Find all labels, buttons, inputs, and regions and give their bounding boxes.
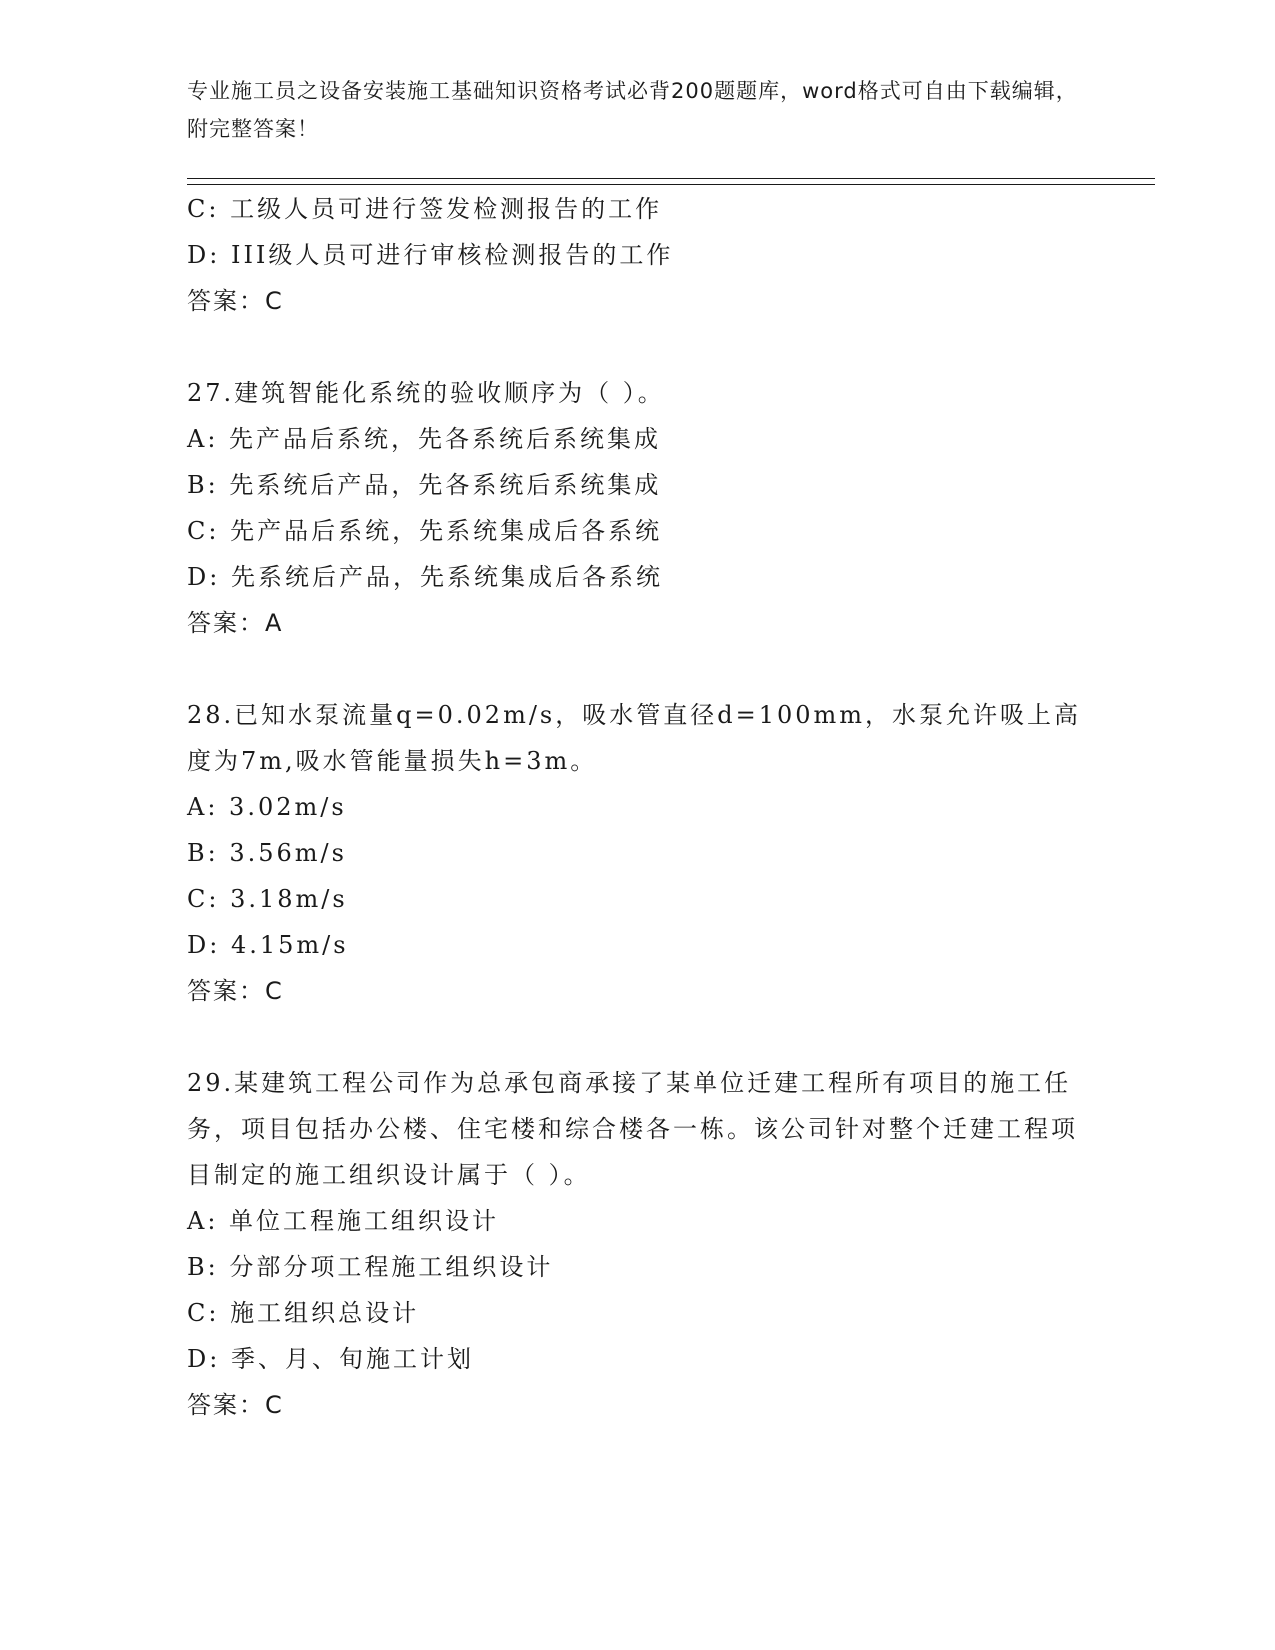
option-d: D: 4.15m/s <box>187 931 349 959</box>
answer-line: 答案：A <box>187 609 284 637</box>
question-block-27 <box>187 370 1087 646</box>
option-c: C: 先产品后系统，先系统集成后各系统 <box>187 517 663 545</box>
option-a: A: 单位工程施工组织设计 <box>187 1207 500 1235</box>
option-c: C: 工级人员可进行签发检测报告的工作 <box>187 195 663 223</box>
answer-line: 答案：C <box>187 1391 284 1419</box>
header-divider <box>187 178 1155 185</box>
option-b: B: 先系统后产品，先各系统后系统集成 <box>187 471 662 499</box>
option-c: C: 施工组织总设计 <box>187 1299 420 1327</box>
question-text: 28.已知水泵流量q=0.02m/s，吸水管直径d=100mm，水泵允许吸上高度为7m,吸水管能量损失h=3m。 <box>187 701 1082 775</box>
option-b: B: 分部分项工程施工组织设计 <box>187 1253 554 1281</box>
option-c: C: 3.18m/s <box>187 885 348 913</box>
option-d: D: III级人员可进行审核检测报告的工作 <box>187 241 674 269</box>
option-b: B: 3.56m/s <box>187 839 347 867</box>
question-text: 27.建筑智能化系统的验收顺序为（ ）。 <box>187 379 665 407</box>
question-block-29 <box>187 1060 1087 1428</box>
question-block-26 <box>187 186 1087 324</box>
option-a: A: 3.02m/s <box>187 793 347 821</box>
option-a: A: 先产品后系统，先各系统后系统集成 <box>187 425 662 453</box>
page-header: 专业施工员之设备安装施工基础知识资格考试必背200题题库，word格式可自由下载编辑，附完整答案！ <box>187 79 1078 141</box>
answer-line: 答案：C <box>187 287 284 315</box>
spacer <box>187 646 1087 692</box>
question-text: 29.某建筑工程公司作为总承包商承接了某单位迁建工程所有项目的施工任务，项目包括办公楼、住宅楼和综合楼各一栋。该公司针对整个迁建工程项目制定的施工组织设计属于（ ）。 <box>187 1069 1078 1189</box>
spacer <box>187 324 1087 370</box>
option-d: D: 季、月、旬施工计划 <box>187 1345 474 1373</box>
answer-line: 答案：C <box>187 977 284 1005</box>
question-block-28 <box>187 692 1087 1014</box>
spacer <box>187 1014 1087 1060</box>
option-d: D: 先系统后产品，先系统集成后各系统 <box>187 563 663 591</box>
document-body <box>187 186 1087 1428</box>
